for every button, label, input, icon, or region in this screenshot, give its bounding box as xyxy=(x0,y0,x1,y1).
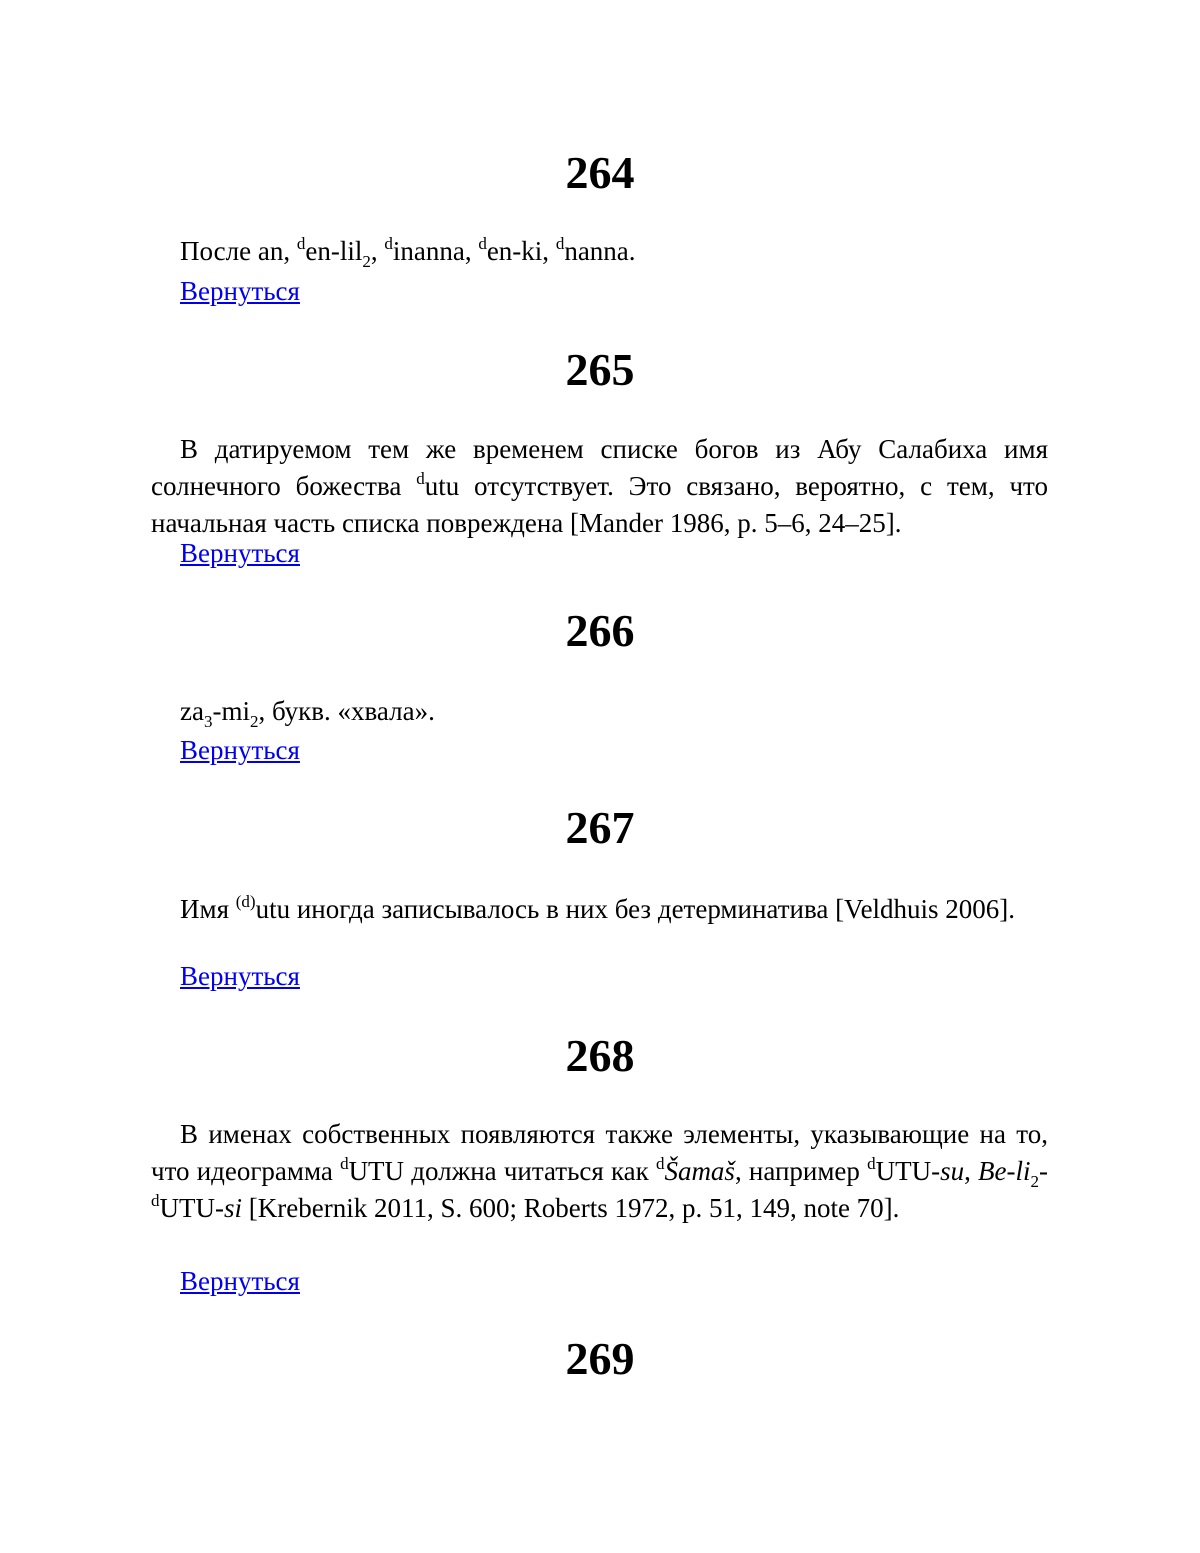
note-text-267: Имя $^{(d)}$utu иногда записывалось в них без детерминатива [Veldhuis 2006]. xyxy=(180,892,1016,924)
note-number-265: 265 xyxy=(565,344,635,395)
note-text-264: После an, $^d$en-lil$_2$, $^d$inanna, $^d$en-ki, $^d$nanna. xyxy=(180,234,636,271)
back-link-267[interactable]: Вернуться xyxy=(180,961,300,991)
note-text-268: В именах собственных появляются также элементы, указывающие на то, что идеограмма $^d$UTU должна читаться как $^d$Šamaš, например $^d$UTU-su, $Be-li_2-^dUTU-si$ [Krebernik 2011, S. 600; Roberts 1972, p. 51, 149, note 70]. xyxy=(151,1119,1048,1223)
back-link-264[interactable]: Вернуться xyxy=(180,276,300,306)
note-number-266: 266 xyxy=(565,605,635,656)
note-text-266: $za_3-mi_2$, букв. «хвала». xyxy=(180,696,435,731)
back-link-265[interactable]: Вернуться xyxy=(180,538,300,568)
note-number-269: 269 xyxy=(565,1333,635,1384)
back-link-266[interactable]: Вернуться xyxy=(180,735,300,765)
note-number-268: 268 xyxy=(565,1030,635,1081)
note-number-264: 264 xyxy=(565,147,635,198)
note-text-265: В датируемом тем же временем списке богов из Абу Салабиха имя солнечного божества $^d$utu отсутствует. Это связано, вероятно, с тем, что начальная часть списка повреждена [Mander 1986, p. 5–6, 24–25]. xyxy=(151,434,1048,538)
note-number-267: 267 xyxy=(565,802,635,853)
back-link-268[interactable]: Вернуться xyxy=(180,1266,300,1296)
